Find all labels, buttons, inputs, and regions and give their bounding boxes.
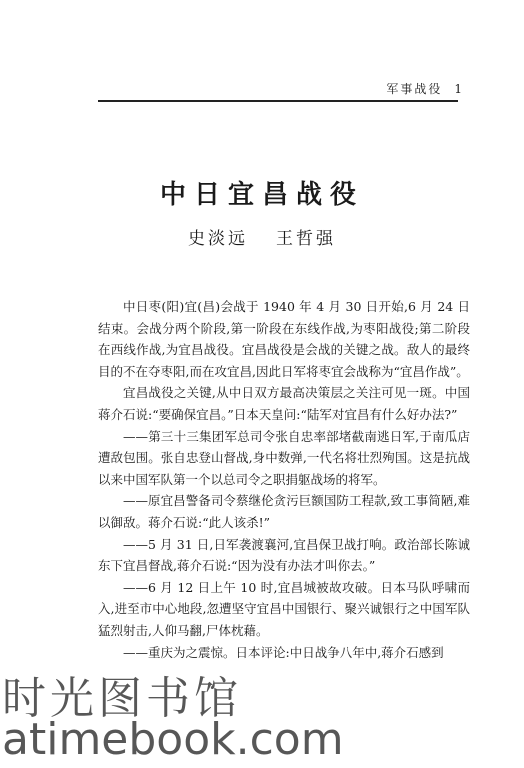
body-paragraph: 宜昌战役之关键,从中日双方最高决策层之关注可见一斑。中国蒋介石说:“要确保宜昌。”日本天皇问:“陆军对宜昌有什么好办法?” (98, 385, 470, 422)
article-authors (0, 224, 524, 249)
watermark-chinese: 时光图书馆 (2, 673, 242, 724)
running-header (386, 80, 464, 97)
body-paragraph: ——第三十三集团军总司令张自忠率部堵截南逃日军,于南瓜店遭敌包围。张自忠登山督战,身中数弹,一代名将壮烈殉国。这是抗战以来中国军队第一个以总司令之职捐躯战场的将军。 (98, 428, 470, 487)
body-paragraph: ——5 月 31 日,日军袭渡襄河,宜昌保卫战打响。政治部长陈诚东下宜昌督战,蒋介石说:“因为没有办法才叫你去。” (98, 536, 470, 574)
body-paragraph: ——重庆为之震惊。日本评论:中日战争八年中,蒋介石感到 (123, 644, 444, 660)
body-paragraph: ——原宜昌警备司令蔡继伦贪污巨额国防工程款,致工事简陋,难以御敌。蒋介石说:“此人该杀!” (98, 493, 470, 530)
author-name: 史淡远 (188, 229, 248, 249)
running-header-section: 军事战役 (386, 82, 443, 96)
watermark (0, 658, 524, 768)
body-paragraph: ——6 月 12 日上午 10 时,宜昌城被故攻破。日本马队呼啸而入,进至市中心地段,忽遭坚守宜昌中国银行、聚兴诚银行之中国军队猛烈射击,人仰马翻,尸体枕藉。 (98, 579, 470, 638)
page-number: 1 (454, 82, 464, 96)
header-rule (98, 100, 458, 102)
watermark-url: atimebook.com (2, 714, 344, 765)
author-name: 王哲强 (276, 229, 336, 249)
article-body (98, 296, 470, 663)
article-title: 中日宜昌战役 (159, 180, 364, 210)
body-paragraph: 中日枣(阳)宜(昌)会战于 1940 年 4 月 30 日开始,6 月 24 日结束。会战分两个阶段,第一阶段在东线作战,为枣阳战役;第二阶段在西线作战,为宜昌战役。宜昌战役是会战的关键之战。敌人的最终目的不在夺枣阳,而在攻宜昌,因此日军将枣宜会战称为“宜昌作战”。 (98, 299, 470, 379)
